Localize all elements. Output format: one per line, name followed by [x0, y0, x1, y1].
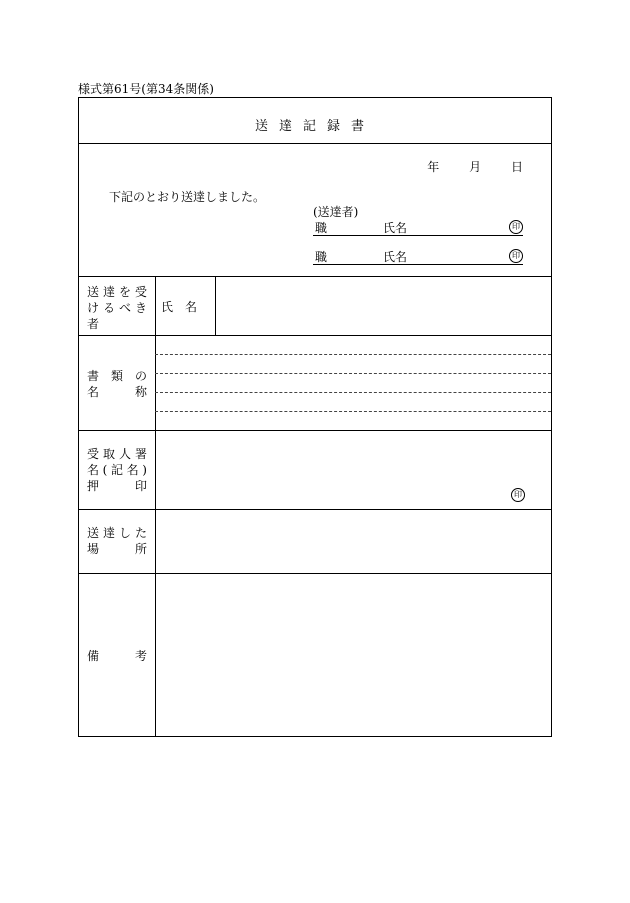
- label-char: 受: [87, 447, 100, 461]
- label-char: 受: [134, 285, 147, 299]
- label-char: 所: [134, 542, 147, 556]
- label-char: 書: [87, 369, 100, 383]
- recipient-label-line: [87, 316, 147, 332]
- form-number: 様式第61号(第34条関係): [78, 82, 214, 96]
- label-char: ): [142, 463, 147, 477]
- seal-mark-icon: 印: [509, 220, 523, 234]
- row-divider: [79, 573, 551, 574]
- recipient-name-label: [161, 298, 207, 315]
- label-char: 考: [134, 649, 147, 663]
- documents-label-line: [87, 384, 147, 400]
- label-char: 取: [102, 447, 115, 461]
- label-line: [87, 446, 147, 462]
- form-title: 送達記録書: [254, 119, 375, 134]
- label-line: [87, 462, 147, 478]
- remarks-label: [87, 648, 147, 664]
- document-line-3: [155, 392, 551, 393]
- label-char: 場: [87, 542, 100, 556]
- receiver-seal-icon: 印: [511, 488, 525, 502]
- label-char: 印: [134, 479, 147, 493]
- label-char: を: [118, 285, 131, 299]
- officer-row-1: [313, 219, 523, 236]
- label-line: [87, 525, 147, 541]
- header-divider: [79, 276, 551, 277]
- label-line: [87, 648, 147, 664]
- document-line-4: [155, 411, 551, 412]
- label-char: き: [134, 301, 147, 315]
- month-label: 月: [469, 160, 482, 174]
- officer-name-label: 氏名: [383, 221, 408, 235]
- label-column-divider: [155, 276, 156, 737]
- date-line: [401, 158, 523, 175]
- label-char: け: [87, 301, 100, 315]
- label-char: べ: [118, 301, 131, 315]
- service-record-form: [78, 97, 552, 737]
- label-char: 者: [87, 317, 100, 331]
- year-label: 年: [427, 160, 440, 174]
- row-divider: [79, 430, 551, 431]
- recipient-label-line: [87, 300, 147, 316]
- label-char: 達: [102, 285, 115, 299]
- document-line-2: [155, 373, 551, 374]
- label-char: 送: [87, 526, 100, 540]
- label-char: 人: [118, 447, 131, 461]
- document-line-1: [155, 354, 551, 355]
- label-char: 名: [126, 463, 139, 477]
- row-divider: [79, 335, 551, 336]
- day-label: 日: [510, 160, 523, 174]
- label-char: 備: [87, 649, 100, 663]
- label-char: 達: [102, 526, 115, 540]
- receiver-signature-label: [87, 446, 147, 494]
- label-char: 類: [110, 369, 123, 383]
- label-char: る: [102, 301, 115, 315]
- label-char: 名: [87, 385, 100, 399]
- label-line: [87, 541, 147, 557]
- officer-row-2: [313, 248, 523, 265]
- recipient-label: [87, 284, 147, 332]
- label-char: し: [118, 526, 131, 540]
- name-column-divider: [215, 276, 216, 335]
- label-line: [87, 478, 147, 494]
- row-divider: [79, 509, 551, 510]
- place-label: [87, 525, 147, 557]
- server-label: (送達者): [313, 205, 359, 219]
- documents-label-line: [87, 368, 147, 384]
- label-char: 称: [134, 385, 147, 399]
- label-char: の: [134, 369, 147, 383]
- service-notice: 下記のとおり送達しました。: [109, 190, 266, 204]
- label-char: 記: [110, 463, 123, 477]
- officer-name-label: 氏名: [383, 250, 408, 264]
- text-fragment: 氏 名: [161, 300, 198, 314]
- seal-mark-icon: 印: [509, 249, 523, 263]
- label-char: (: [102, 463, 108, 477]
- title-divider: [79, 143, 551, 144]
- label-char: 押: [87, 479, 100, 493]
- label-char: た: [134, 526, 147, 540]
- label-char: 名: [87, 463, 100, 477]
- officer-position-label: 職: [315, 221, 328, 235]
- recipient-label-line: [87, 284, 147, 300]
- label-char: 署: [134, 447, 147, 461]
- label-char: 送: [87, 285, 100, 299]
- officer-position-label: 職: [315, 250, 328, 264]
- documents-label: [87, 368, 147, 400]
